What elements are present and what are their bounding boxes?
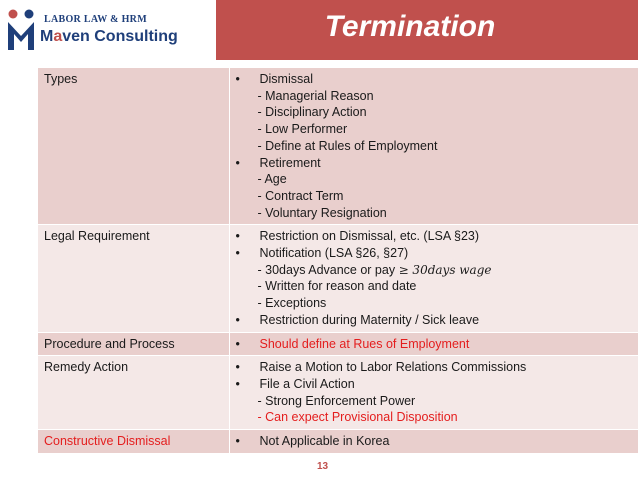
item-text: - Define at Rules of Employment — [257, 138, 438, 153]
row-label: Constructive Dismissal — [38, 430, 229, 453]
header — [0, 0, 638, 62]
table-row — [38, 356, 638, 430]
bullet-item — [236, 155, 633, 172]
item-text: - Strong Enforcement Power — [257, 393, 416, 408]
page-number: 13 — [317, 461, 329, 472]
item-text: Restriction on Dismissal, etc. (LSA §23) — [259, 229, 480, 244]
title-bar — [216, 0, 638, 60]
sub-item — [236, 188, 633, 205]
bullet-item — [236, 228, 633, 245]
item-text: Dismissal — [259, 72, 313, 86]
row-content — [229, 356, 638, 430]
row-content — [229, 68, 638, 225]
bullet-icon: • — [235, 229, 240, 244]
bullet-icon: • — [235, 360, 240, 375]
sub-item — [236, 104, 633, 121]
item-text: Raise a Motion to Labor Relations Commissions — [259, 360, 527, 375]
bullet-item — [236, 359, 633, 376]
sub-item — [236, 121, 633, 138]
sub-item — [236, 409, 633, 426]
item-text: - Written for reason and date — [257, 279, 417, 294]
bullet-item — [236, 312, 633, 329]
bullet-item — [236, 245, 633, 262]
row-content — [229, 332, 638, 356]
item-text: Should define at Rues of Employment — [259, 336, 470, 351]
item-text: - 30days Advance or pay — [257, 262, 399, 277]
bullet-icon: • — [235, 434, 240, 449]
row-label: Legal Requirement — [38, 225, 229, 332]
item-text: - Disciplinary Action — [257, 105, 367, 120]
item-text: - Can expect Provisional Disposition — [257, 410, 458, 425]
bullet-icon: • — [235, 72, 240, 86]
row-label: Remedy Action — [38, 356, 229, 430]
bullet-item — [236, 71, 633, 88]
item-text: File a Civil Action — [259, 376, 355, 391]
page-title: Termination — [324, 10, 496, 43]
company-logo — [4, 6, 178, 60]
termination-table — [38, 68, 638, 453]
table-row — [38, 225, 638, 332]
item-text: - Age — [257, 172, 287, 187]
row-label: Procedure and Process — [38, 332, 229, 356]
item-text: - Managerial Reason — [257, 88, 374, 103]
bullet-item — [236, 376, 633, 393]
sub-item — [236, 295, 633, 312]
item-text: - Low Performer — [257, 122, 348, 137]
sub-item — [236, 205, 633, 222]
item-text: - Exceptions — [257, 296, 327, 311]
item-text: Retirement — [259, 155, 321, 170]
bullet-icon: • — [235, 336, 240, 351]
table-row — [38, 68, 638, 225]
bullet-icon: • — [235, 376, 240, 391]
item-text: - Contract Term — [257, 188, 344, 203]
row-content — [229, 225, 638, 332]
bullet-item — [236, 433, 633, 450]
sub-item — [236, 262, 633, 279]
item-text: - Voluntary Resignation — [257, 205, 387, 220]
item-text: Notification (LSA §26, §27) — [259, 246, 409, 261]
row-label: Types — [38, 68, 229, 225]
table-row — [38, 332, 638, 356]
sub-item — [236, 88, 633, 105]
bullet-icon: • — [235, 312, 240, 327]
sub-item — [236, 171, 633, 188]
bullet-item — [236, 336, 633, 353]
math-expression: ≥ 30days wage — [398, 262, 492, 277]
row-content — [229, 430, 638, 453]
logo-brand-name: Maven Consulting — [40, 28, 178, 45]
item-text: Not Applicable in Korea — [259, 434, 390, 449]
sub-item — [236, 278, 633, 295]
item-text: Restriction during Maternity / Sick leave — [259, 312, 480, 327]
table-row — [38, 430, 638, 453]
logo-figure-icon — [6, 8, 36, 52]
sub-item — [236, 393, 633, 410]
bullet-icon: • — [235, 155, 240, 170]
bullet-icon: • — [235, 246, 240, 261]
logo-tagline: LABOR LAW & HRM — [44, 14, 147, 25]
sub-item — [236, 138, 633, 155]
